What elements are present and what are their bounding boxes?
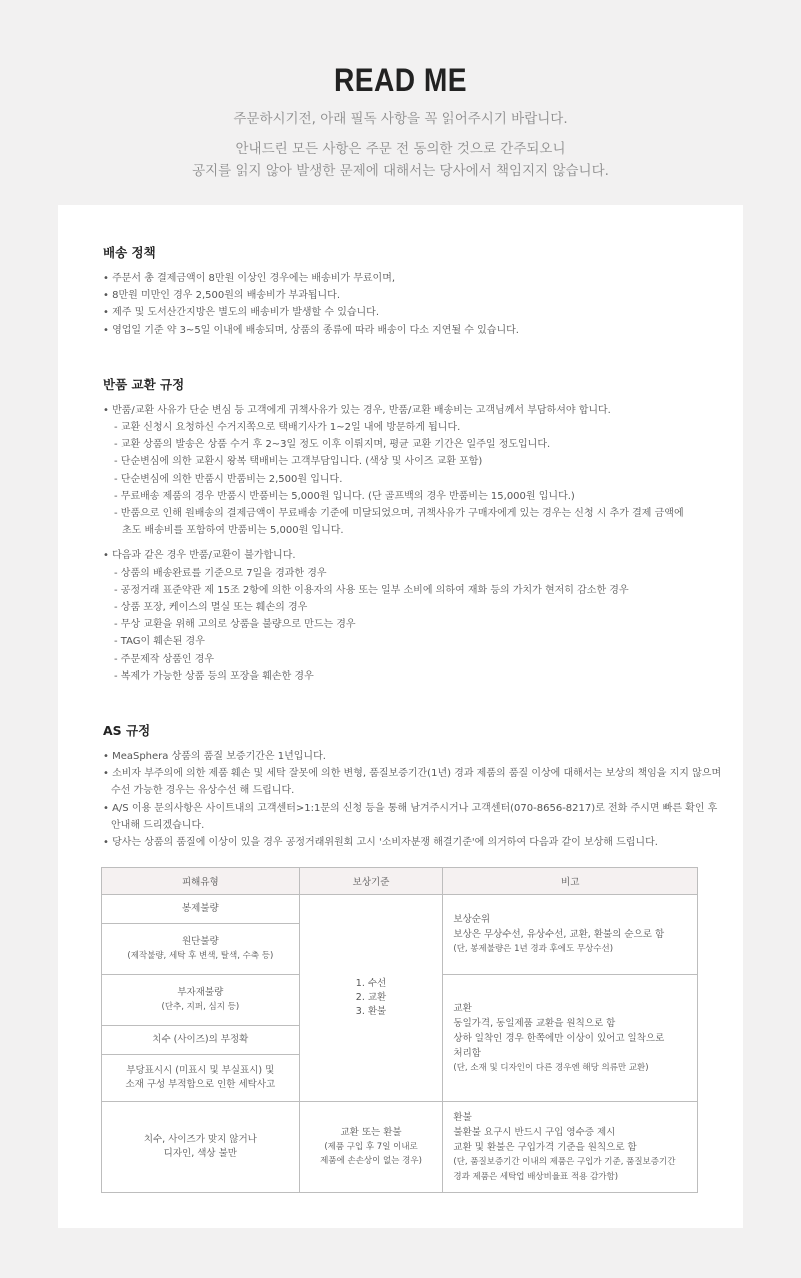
returns-sub-line: - 단순변심에 의한 반품시 반품비는 2,500원 입니다. [114,473,343,485]
cell-text: 3. 환불 [355,1006,387,1018]
notice-card [58,205,743,1228]
compensation-table [101,867,698,1193]
cell-text: 소재 구성 부적합으로 인한 세탁사고 [125,1079,276,1091]
damage-type-cell [102,924,300,975]
table-header-row [102,868,698,895]
returns-title: 반품 교환 규정 [103,376,185,392]
as-line: • 당사는 상품의 품질에 이상이 있을 경우 공정거래위원회 고시 '소비자분쟁 해결기준'에 의거하여 다음과 같이 보상해 드립니다. [103,837,658,849]
cell-text: 보상순위 [453,914,491,926]
damage-type-cell [102,1055,300,1102]
as-line: 수선 가능한 경우는 유상수선 해 드립니다. [111,785,295,797]
page-title: READ ME [334,62,467,98]
cell-text: (단, 봉제불량은 1년 경과 후에도 무상수선) [453,944,614,955]
header-notice-3: 공지를 읽지 않아 발생한 문제에 대해서는 당사에서 책임지지 않습니다. [192,163,609,179]
damage-type-cell [102,895,300,924]
shipping-line: • 제주 및 도서산간지방은 별도의 배송비가 발생할 수 있습니다. [103,307,380,319]
cell-text: 1. 수선 [355,978,387,990]
compensation-cell [299,895,443,1102]
damage-type-cell [102,975,300,1026]
cell-text: (단, 품질보증기간 이내의 제품은 구입가 기준, 품질보증기간 [453,1156,676,1167]
note-cell [443,895,698,975]
no-return-line: - 상품의 배송완료를 기준으로 7일을 경과한 경우 [114,567,327,579]
as-line: 안내해 드리겠습니다. [111,819,205,831]
no-return-line: - 복제가 가능한 상품 등의 포장을 훼손한 경우 [114,670,314,682]
cell-text: 처리함 [453,1047,481,1059]
shipping-title: 배송 정책 [103,245,156,260]
cell-text: (단추, 지퍼, 심지 등) [161,1002,240,1013]
returns-sub-line: - 교환 상품의 발송은 상품 수거 후 2~3일 정도 이후 이뤄지며, 평균 교환 기간은 일주일 정도입니다. [114,439,551,451]
no-return-line: - TAG이 훼손된 경우 [114,636,205,648]
returns-sub-line: - 단순변심에 의한 교환시 왕복 택배비는 고객부담입니다. (색상 및 사이즈 교환 포함) [114,456,483,468]
cell-text: 교환 또는 환불 [340,1127,402,1139]
cell-text: (단, 소재 및 디자인이 다른 경우엔 해당 의류만 교환) [453,1062,649,1073]
cell-text: 디자인, 색상 불만 [163,1148,237,1160]
note-cell [443,975,698,1102]
cell-text: 원단불량 [181,936,219,948]
as-line: • MeaSphera 상품의 품질 보증기간은 1년입니다. [103,751,326,763]
as-line: • A/S 이용 문의사항은 사이트내의 고객센터>1:1문의 신청 등을 통해 남겨주시거나 고객센터(070-8656-8217)로 전화 주시면 빠른 확인 후 [103,802,718,814]
cell-text: 상하 일착인 경우 한쪽에만 이상이 있어고 일착으로 [453,1032,665,1044]
returns-sub-line: - 교환 신청시 요청하신 수거지쪽으로 택배기사가 1~2일 내에 방문하게 됩니다. [114,422,461,434]
cell-text: 2. 교환 [355,992,387,1004]
note-cell [443,1102,698,1193]
cell-text: 보상은 무상수선, 유상수선, 교환, 환불의 순으로 함 [453,929,665,941]
returns-main-2: • 다음과 같은 경우 반품/교환이 불가합니다. [103,550,296,562]
as-title: AS 규정 [103,723,151,739]
cell-text: 부자재불량 [177,987,224,999]
cell-text: 불환불 요구시 반드시 구입 영수증 제시 [453,1126,616,1138]
no-return-line: - 주문제작 상품인 경우 [114,653,215,665]
cell-text: (제작불량, 세탁 후 변색, 탈색, 수축 등) [127,951,274,962]
shipping-line: • 영업일 기준 약 3~5일 이내에 배송되며, 상품의 종류에 따라 배송이 다소 지연될 수 있습니다. [103,324,519,336]
no-return-line: - 무상 교환을 위해 고의로 상품을 불량으로 만드는 경우 [114,619,356,631]
returns-sub-line: - 무료배송 제품의 경우 반품시 반품비는 5,000원 입니다. (단 골프백의 경우 반품비는 15,000원 입니다.) [114,490,575,502]
damage-type-cell [102,1102,300,1193]
cell-text: 치수, 사이즈가 맞지 않거나 [143,1134,257,1146]
table-row [102,895,698,924]
cell-text: 교환 및 환불은 구입가격 기준을 원칙으로 함 [453,1141,637,1153]
table-row [102,1102,698,1193]
no-return-line: - 상품 포장, 케이스의 멸실 또는 훼손의 경우 [114,602,308,614]
cell-text: 경과 제품은 세탁업 배상비율표 적용 감가함) [453,1171,619,1182]
table-header: 비고 [443,868,698,895]
header-notice-2: 안내드린 모든 사항은 주문 전 동의한 것으로 간주되오니 [235,141,566,157]
returns-main-1: • 반품/교환 사유가 단순 변심 등 고객에게 귀책사유가 있는 경우, 반품/교환 배송비는 고객님께서 부담하셔야 합니다. [103,404,611,416]
no-return-line: - 공정거래 표준약관 제 15조 2항에 의한 이용자의 사용 또는 일부 소비에 의하여 재화 등의 가치가 현저히 감소한 경우 [114,584,629,596]
page-header [0,0,801,182]
damage-type-cell [102,1026,300,1055]
table-header: 피해유형 [102,868,300,895]
cell-text: 부당표시시 (미표시 및 부실표시) 및 [126,1065,275,1077]
returns-sub-line: 초도 배송비를 포함하여 반품비는 5,000원 입니다. [122,525,344,537]
cell-text: 환불 [453,1111,472,1123]
cell-text: 교환 [453,1002,472,1014]
as-line: • 소비자 부주의에 의한 제품 훼손 및 세탁 잘못에 의한 변형, 품질보증기간(1년) 경과 제품의 품질 이상에 대해서는 보상의 책임을 지지 않으며 [103,768,722,780]
notice-content [103,243,722,1193]
cell-text: 봉제불량 [181,903,219,915]
cell-text: 치수 (사이즈)의 부정확 [152,1034,249,1046]
shipping-line: • 8만원 미만인 경우 2,500원의 배송비가 부과됩니다. [103,290,341,302]
cell-text: 동일가격, 동일제품 교환을 원칙으로 함 [453,1017,616,1029]
table-header: 보상기준 [299,868,443,895]
shipping-line: • 주문서 총 결제금액이 8만원 이상인 경우에는 배송비가 무료이며, [103,273,396,284]
cell-text: 제품에 손손상이 없는 경우) [320,1156,422,1167]
cell-text: (제품 구입 후 7일 이내로 [324,1142,418,1153]
header-notice-1: 주문하시기전, 아래 필독 사항을 꼭 읽어주시기 바랍니다. [233,111,568,127]
returns-sub-line: - 반품으로 인해 원배송의 결제금액이 무료배송 기준에 미달되었으며, 귀책사유가 구매자에게 있는 경우는 신청 시 추가 결제 금액에 [114,508,684,520]
compensation-cell [299,1102,443,1193]
